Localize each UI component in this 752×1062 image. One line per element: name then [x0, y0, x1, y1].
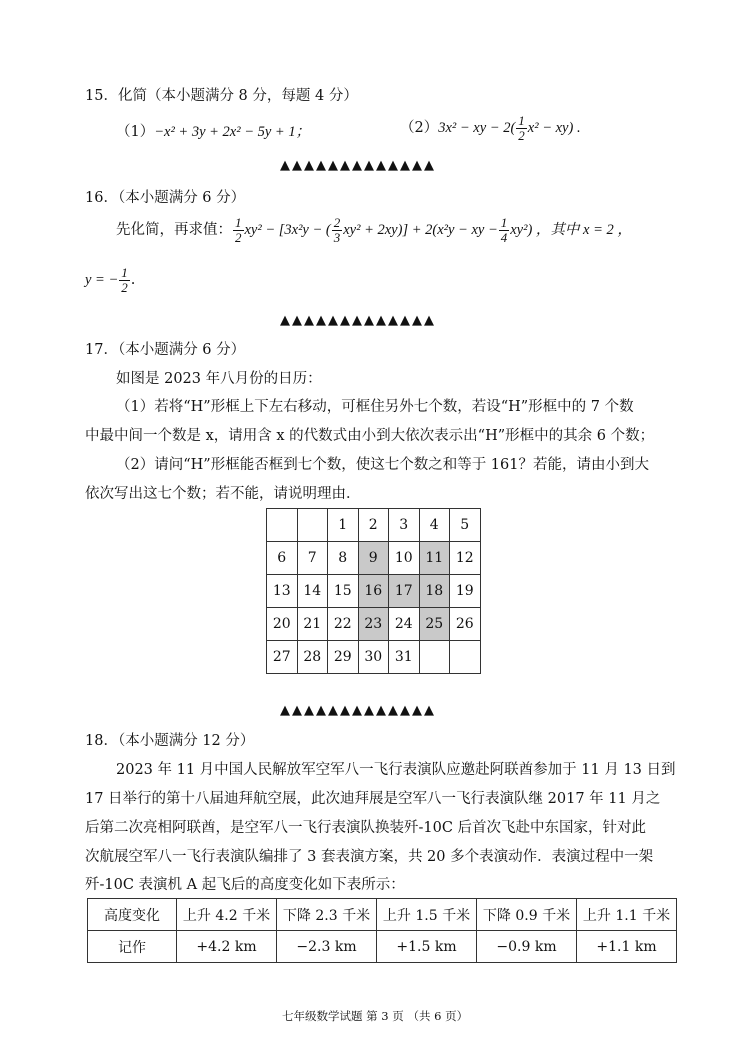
q16-y-post: .	[130, 272, 136, 289]
calendar-cell: 16	[358, 575, 389, 608]
table-cell: +1.5 km	[377, 931, 477, 963]
q17-intro: 如图是 2023 年八月份的日历：	[116, 371, 322, 387]
calendar-cell: 4	[419, 509, 450, 542]
table-cell: 下降 2.3 千米	[277, 899, 377, 931]
table-cell: +1.1 km	[577, 931, 677, 963]
fraction-numerator: 1	[518, 113, 525, 128]
calendar-cell: 25	[419, 608, 450, 641]
q18-line1: 2023 年 11 月中国人民解放军空军八一飞行表演队应邀赴阿联酋参加于 11 月 13 日到	[116, 762, 676, 778]
calendar-cell: 9	[358, 542, 389, 575]
q16-fraction-1	[233, 216, 244, 244]
table-cell: −2.3 km	[277, 931, 377, 963]
q15-part2-pre: 3x² − xy − 2(	[438, 120, 516, 137]
q18-line3: 后第二次亮相阿联酋，是空军八一飞行表演队换装歼-10C 后首次飞赴中东国家，针对此	[85, 820, 647, 836]
calendar-cell: 31	[389, 641, 420, 674]
calendar-row	[267, 608, 481, 641]
table-cell: −0.9 km	[477, 931, 577, 963]
calendar-cell: 8	[328, 542, 359, 575]
fraction-numerator: 1	[121, 265, 128, 280]
q18-header: 18．（本小题满分 12 分）	[85, 733, 255, 749]
calendar-cell: 17	[389, 575, 420, 608]
calendar-cell: 29	[328, 641, 359, 674]
fraction-denominator: 4	[500, 229, 508, 245]
calendar-cell	[450, 641, 481, 674]
table-cell: 下降 0.9 千米	[477, 899, 577, 931]
calendar-cell: 22	[328, 608, 359, 641]
calendar-cell: 20	[267, 608, 298, 641]
q15-part2-fraction	[516, 114, 527, 142]
q17-part1-line1: （1）若将“H”形框上下左右移动，可框住另外七个数，若设“H”形框中的 7 个数	[116, 399, 634, 415]
q15-part1	[116, 120, 310, 141]
fraction-numerator: 1	[500, 215, 508, 230]
calendar-row	[267, 641, 481, 674]
calendar-cell	[297, 509, 328, 542]
q16-y-value	[85, 266, 135, 294]
q15-header: 15．化简（本小题满分 8 分，每题 4 分）	[85, 88, 358, 104]
calendar-row	[267, 509, 481, 542]
calendar-cell: 30	[358, 641, 389, 674]
calendar-row	[267, 575, 481, 608]
calendar-cell: 26	[450, 608, 481, 641]
table-row-header: 高度变化	[88, 899, 177, 931]
calendar-cell: 14	[297, 575, 328, 608]
q15-part1-label: （1）	[116, 124, 155, 140]
q17-part2-line2: 依次写出这七个数；若不能，请说明理由．	[85, 486, 361, 502]
calendar-cell: 2	[358, 509, 389, 542]
calendar-cell: 1	[328, 509, 359, 542]
q16-fraction-3	[499, 216, 510, 244]
table-cell: +4.2 km	[177, 931, 277, 963]
calendar-cell: 19	[450, 575, 481, 608]
table-cell: 上升 4.2 千米	[177, 899, 277, 931]
table-row-header: 记作	[88, 931, 177, 963]
calendar-cell: 13	[267, 575, 298, 608]
table-cell: 上升 1.5 千米	[377, 899, 477, 931]
calendar-cell: 24	[389, 608, 420, 641]
fraction-denominator: 3	[333, 229, 341, 245]
calendar-cell: 18	[419, 575, 450, 608]
calendar-cell: 10	[389, 542, 420, 575]
divider-triangles: ▲▲▲▲▲▲▲▲▲▲▲▲▲	[280, 313, 436, 328]
q17-part2-line1: （2）请问“H”形框能否框到七个数，使这七个数之和等于 161？若能，请由小到大	[116, 457, 649, 473]
fraction-numerator: 2	[333, 215, 341, 230]
table-cell: 上升 1.1 千米	[577, 899, 677, 931]
table-row	[88, 899, 677, 931]
calendar-cell	[419, 641, 450, 674]
q16-seg1: xy² − [3x²y − (	[244, 222, 331, 239]
fraction-denominator: 2	[235, 229, 242, 245]
calendar-row	[267, 542, 481, 575]
calendar-cell: 6	[267, 542, 298, 575]
q16-y-pre: y = −	[85, 272, 119, 289]
fraction-denominator: 2	[518, 127, 525, 143]
calendar-cell: 12	[450, 542, 481, 575]
q15-part1-expr: −x² + 3y + 2x² − 5y + 1；	[154, 124, 311, 140]
q16-fraction-4	[119, 266, 130, 294]
q16-seg3: xy²) ，其中 x = 2 ，	[510, 222, 632, 239]
q16-header: 16．（本小题满分 6 分）	[85, 190, 246, 206]
calendar-cell: 21	[297, 608, 328, 641]
calendar-cell: 23	[358, 608, 389, 641]
altitude-change-table	[87, 898, 677, 963]
divider-triangles: ▲▲▲▲▲▲▲▲▲▲▲▲▲	[280, 158, 436, 173]
fraction-numerator: 1	[235, 215, 242, 230]
fraction-denominator: 2	[121, 279, 128, 295]
calendar-cell	[267, 509, 298, 542]
calendar-cell: 28	[297, 641, 328, 674]
q18-line5: 歼-10C 表演机 A 起飞后的高度变化如下表所示：	[85, 877, 405, 893]
q17-header: 17．（本小题满分 6 分）	[85, 342, 246, 358]
q18-line2: 17 日举行的第十八届迪拜航空展，此次迪拜展是空军八一飞行表演队继 2017 年 11 月之	[85, 791, 661, 807]
calendar-cell: 27	[267, 641, 298, 674]
q16-lead: 先化简，再求值：	[116, 222, 232, 239]
q17-part1-line2: 中最中间一个数是 x，请用含 x 的代数式由小到大依次表示出“H”形框中的其余 6 个数；	[85, 428, 655, 444]
q15-part2-post: x² − xy) .	[527, 120, 581, 137]
q16-expression	[116, 216, 632, 244]
table-row	[88, 931, 677, 963]
calendar-cell: 3	[389, 509, 420, 542]
q18-line4: 次航展空军八一飞行表演队编排了 3 套表演方案，共 20 多个表演动作．表演过程中一架	[85, 849, 654, 865]
calendar-cell: 11	[419, 542, 450, 575]
calendar-cell: 5	[450, 509, 481, 542]
calendar-cell: 15	[328, 575, 359, 608]
page-footer: 七年级数学试题 第 3 页 （共 6 页）	[282, 1009, 469, 1023]
august-calendar	[266, 508, 481, 674]
q15-part2-label: （2）	[400, 120, 439, 137]
calendar-cell: 7	[297, 542, 328, 575]
q16-seg2: xy² + 2xy)] + 2(x²y − xy −	[343, 222, 498, 239]
q16-fraction-2	[332, 216, 343, 244]
divider-triangles: ▲▲▲▲▲▲▲▲▲▲▲▲▲	[280, 703, 436, 718]
q15-part2	[400, 114, 581, 142]
